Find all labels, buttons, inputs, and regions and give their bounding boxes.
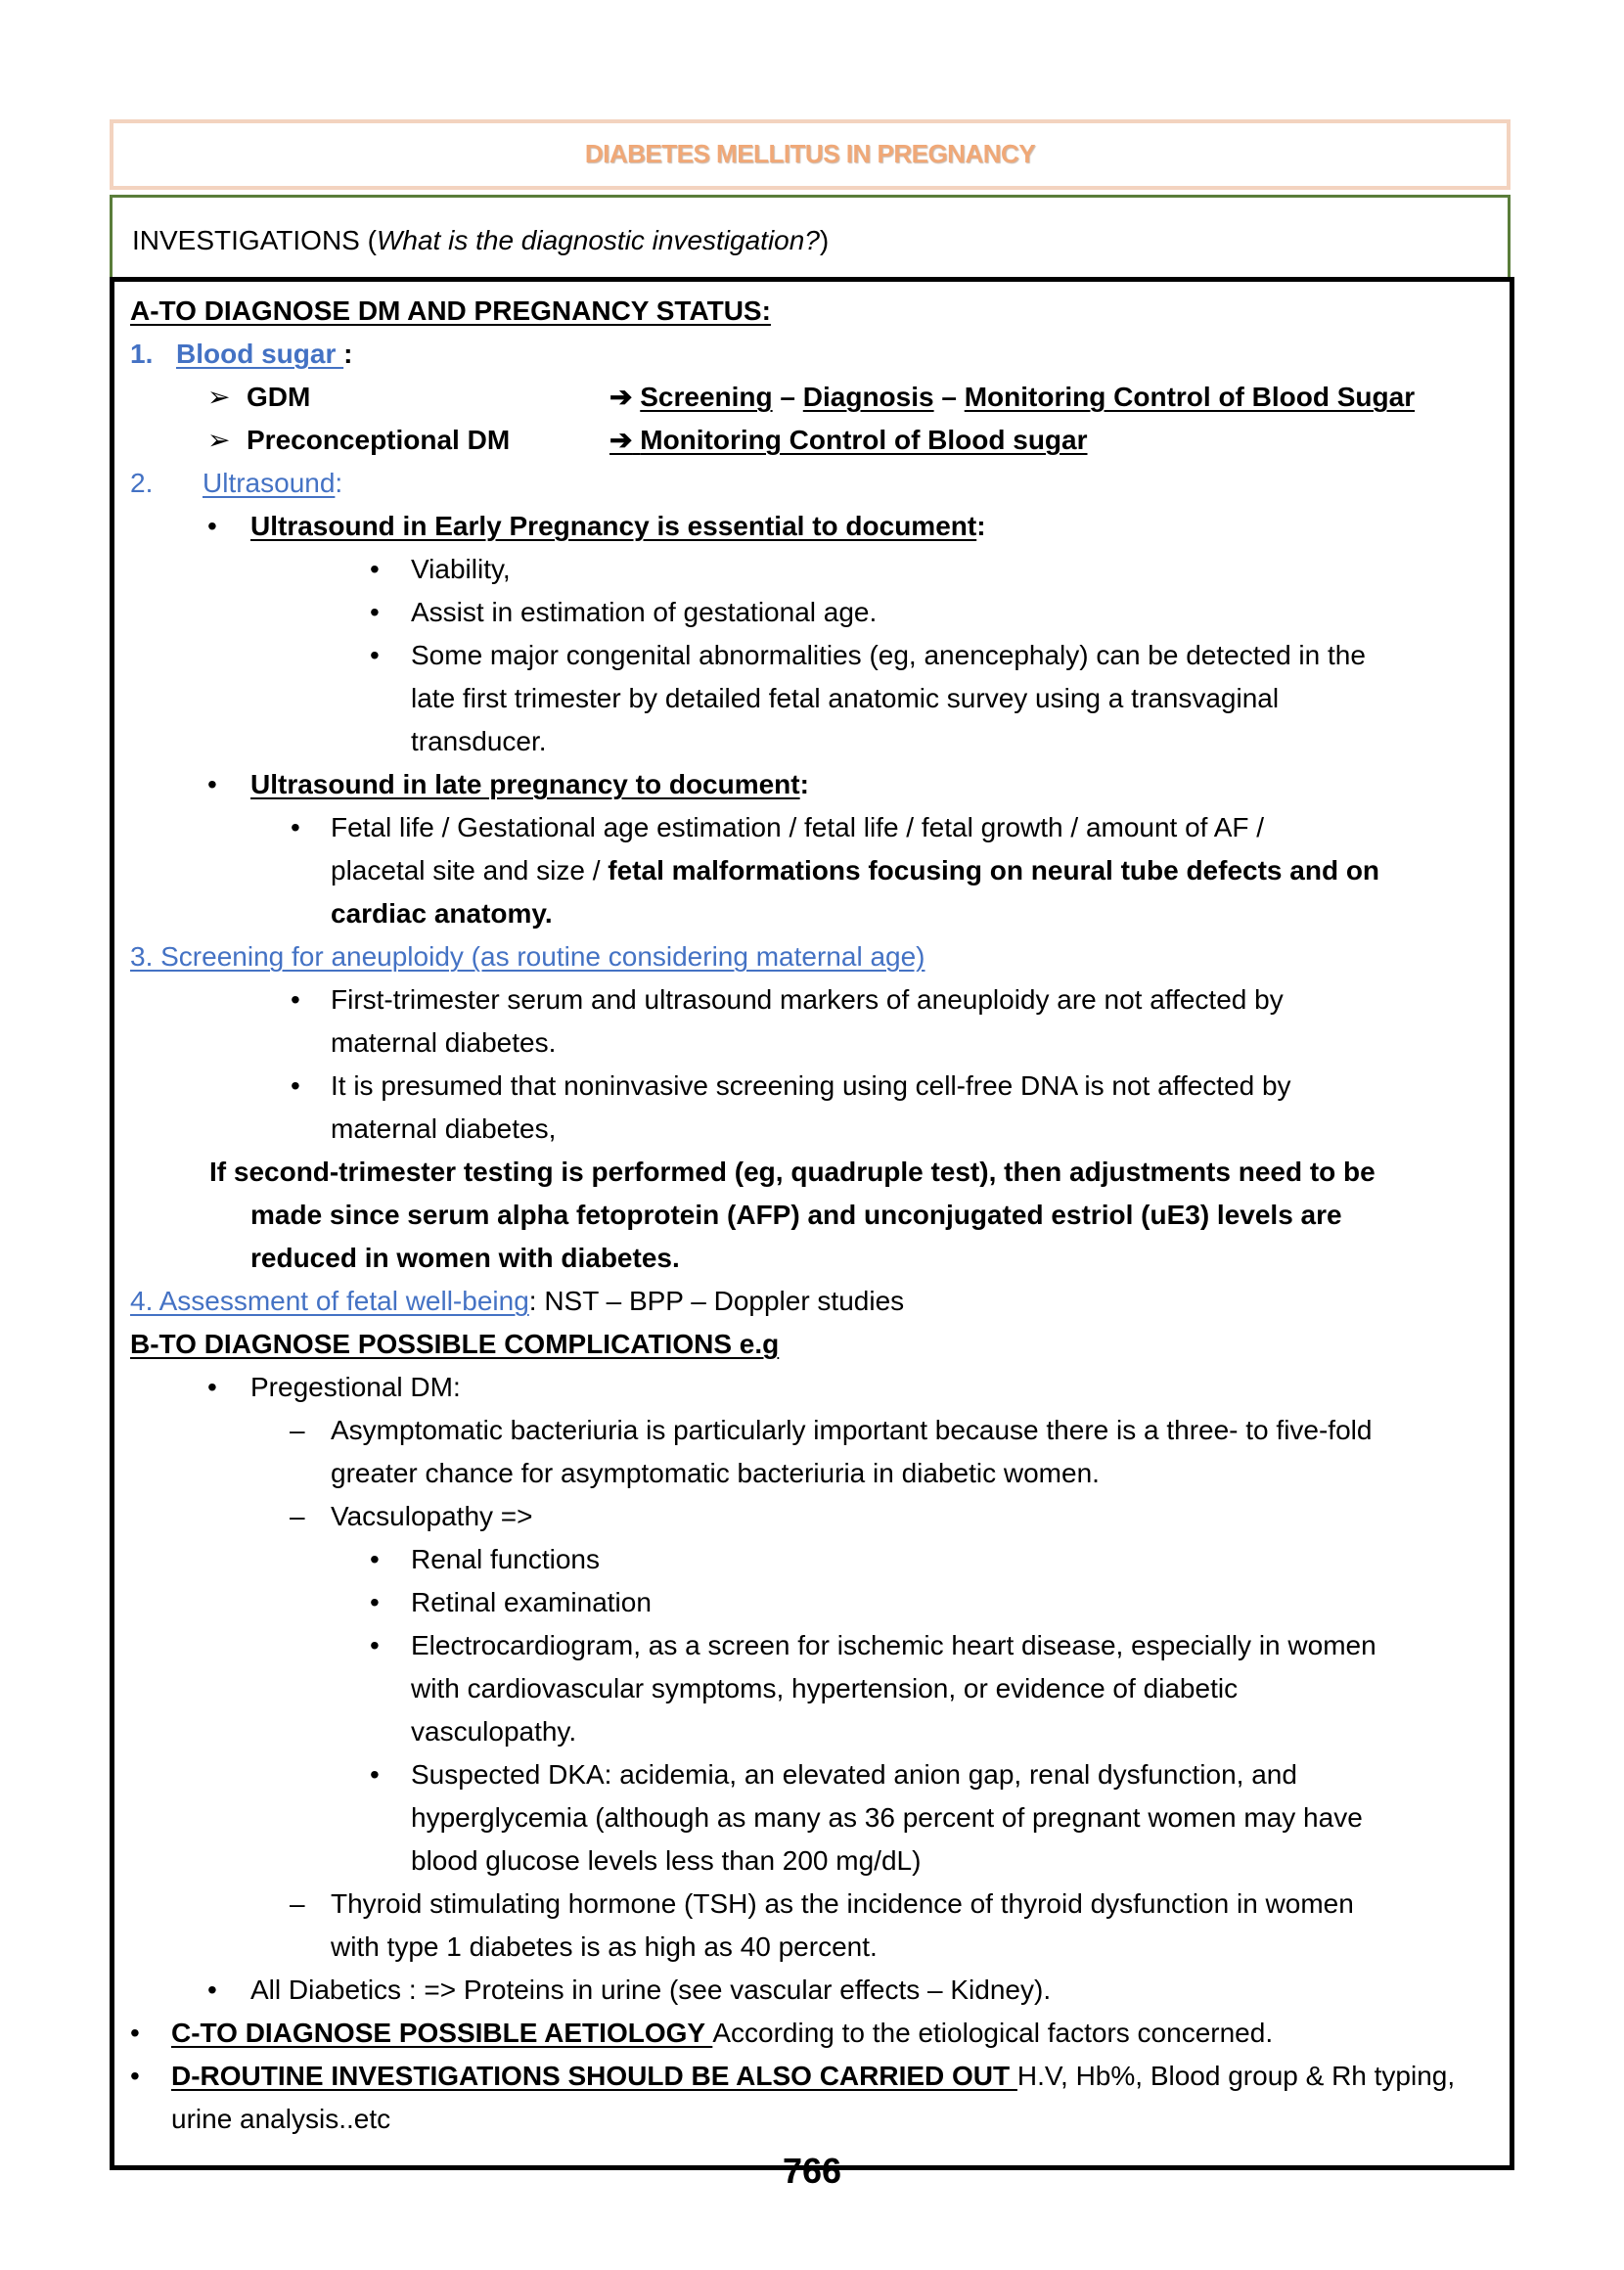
item1-suffix: : — [343, 339, 353, 369]
bullet-icon: • — [370, 1759, 380, 1790]
bullet-icon: • — [207, 1372, 217, 1402]
bullet-icon: • — [370, 1630, 380, 1660]
item2-heading — [203, 462, 342, 505]
bullet-icon: • — [207, 511, 217, 541]
bacteriuria-text-cont: greater chance for asymptomatic bacteriuria in diabetic women. — [331, 1458, 1100, 1488]
diagnosis-text: Diagnosis — [802, 382, 934, 412]
aneuploidy-point-cont: maternal diabetes. — [331, 1027, 557, 1058]
gdm-label: GDM — [247, 382, 311, 412]
gdm-row-actions — [609, 376, 1415, 419]
separator: – — [772, 382, 803, 412]
arrow-icon: ➔ — [609, 425, 633, 455]
item2-suffix: : — [335, 468, 343, 498]
section-c-heading: C-TO DIAGNOSE POSSIBLE AETIOLOGY — [171, 2018, 713, 2048]
early-point-cont: late first trimester by detailed fetal anatomic survey using a transvaginal — [411, 683, 1280, 713]
preconceptional-row-actions — [609, 419, 1088, 462]
bullet-icon: • — [291, 984, 300, 1015]
bullet-icon: • — [370, 1544, 380, 1574]
section-c-text: According to the etiological factors concerned. — [712, 2018, 1274, 2048]
vasc-point: Retinal examination — [411, 1587, 652, 1617]
aneuploidy-point: First-trimester serum and ultrasound markers of aneuploidy are not affected by — [331, 984, 1284, 1015]
separator: – — [933, 382, 965, 412]
pregestional-label: Pregestional DM: — [250, 1372, 461, 1402]
section-c-line — [171, 2012, 1273, 2055]
screening-text: Screening — [640, 382, 773, 412]
bullet-icon: • — [207, 1975, 217, 2005]
bullet-icon: • — [130, 2061, 140, 2091]
bullet-icon: • — [291, 812, 300, 842]
preconceptional-label: Preconceptional DM — [247, 425, 511, 455]
item4-text: : NST – BPP – Doppler studies — [528, 1286, 905, 1316]
late-point-cont: cardiac anatomy. — [331, 898, 553, 929]
bullet-icon: • — [370, 597, 380, 627]
late-point-bold: fetal malformations focusing on neural tube defects and on — [608, 855, 1380, 885]
item3-heading: 3. Screening for aneuploidy (as routine considering maternal age) — [130, 941, 925, 972]
early-us-heading-text: Ultrasound in Early Pregnancy is essential to document — [250, 511, 977, 541]
dash-icon: – — [290, 1501, 305, 1531]
item2-number: 2. — [130, 468, 154, 498]
late-point: Fetal life / Gestational age estimation / fetal life / fetal growth / amount of AF / — [331, 812, 1265, 842]
chevron-icon: ➢ — [207, 425, 231, 455]
section-d-heading: D-ROUTINE INVESTIGATIONS SHOULD BE ALSO CARRIED OUT — [171, 2061, 1017, 2091]
early-point-cont: transducer. — [411, 726, 547, 756]
question-label: INVESTIGATIONS — [132, 225, 360, 255]
section-d-line — [171, 2055, 1455, 2098]
vasc-point-cont: blood glucose levels less than 200 mg/dL) — [411, 1845, 922, 1876]
chevron-icon: ➢ — [207, 382, 231, 412]
vasc-point: Suspected DKA: acidemia, an elevated anion gap, renal dysfunction, and — [411, 1759, 1297, 1790]
second-trimester-note: If second-trimester testing is performed (eg, quadruple test), then adjustments need to be — [209, 1157, 1376, 1187]
monitoring-text: Monitoring Control of Blood sugar — [640, 425, 1088, 455]
all-diabetics-text: All Diabetics : => Proteins in urine (see vascular effects – Kidney). — [250, 1975, 1052, 2005]
item1-heading — [176, 333, 352, 376]
dash-icon: – — [290, 1415, 305, 1445]
item1-number: 1. — [130, 339, 154, 369]
page-title: DIABETES MELLITUS IN PREGNANCY — [584, 139, 1036, 168]
early-point: Some major congenital abnormalities (eg, anencephaly) can be detected in the — [411, 640, 1366, 670]
late-us-heading — [250, 763, 809, 806]
question-italic: What is the diagnostic investigation? — [376, 225, 820, 255]
arrow-icon: ➔ — [609, 382, 633, 412]
aneuploidy-point: It is presumed that noninvasive screening using cell-free DNA is not affected by — [331, 1070, 1291, 1101]
aneuploidy-point-cont: maternal diabetes, — [331, 1113, 557, 1144]
second-trimester-note-cont: reduced in women with diabetes. — [250, 1243, 680, 1273]
vasc-point-cont: with cardiovascular symptoms, hypertension, or evidence of diabetic — [411, 1673, 1239, 1703]
question-heading: INVESTIGATIONS (What is the diagnostic investigation?) — [132, 225, 830, 255]
second-trimester-note-cont: made since serum alpha fetoprotein (AFP) and unconjugated estriol (uE3) levels are — [250, 1200, 1342, 1230]
late-suffix: : — [799, 769, 809, 799]
vasc-point: Electrocardiogram, as a screen for ischemic heart disease, especially in women — [411, 1630, 1376, 1660]
early-point: Assist in estimation of gestational age. — [411, 597, 878, 627]
bullet-icon: • — [370, 640, 380, 670]
monitoring-text: Monitoring Control of Blood Sugar — [964, 382, 1416, 412]
question-box — [110, 195, 1511, 280]
vasc-point-cont: vasculopathy. — [411, 1716, 577, 1747]
early-us-heading — [250, 505, 986, 548]
bullet-icon: • — [291, 1070, 300, 1101]
vasculopathy-label: Vacsulopathy => — [331, 1501, 533, 1531]
tsh-text: Thyroid stimulating hormone (TSH) as the incidence of thyroid dysfunction in women — [331, 1888, 1354, 1919]
early-suffix: : — [976, 511, 986, 541]
bullet-icon: • — [207, 769, 217, 799]
blood-sugar-label: Blood sugar — [176, 339, 344, 369]
late-point-plain: placetal site and size / — [331, 855, 609, 885]
section-a-heading: A-TO DIAGNOSE DM AND PREGNANCY STATUS: — [130, 295, 771, 326]
ultrasound-label: Ultrasound — [203, 468, 336, 498]
section-d-text: H.V, Hb%, Blood group & Rh typing, — [1016, 2061, 1456, 2091]
late-us-heading-text: Ultrasound in late pregnancy to document — [250, 769, 800, 799]
title-box — [110, 119, 1511, 190]
item4-line — [130, 1280, 904, 1323]
late-point-cont — [331, 849, 1379, 892]
bullet-icon: • — [370, 554, 380, 584]
section-d-text-cont: urine analysis..etc — [171, 2104, 391, 2134]
page-number: 766 — [782, 2151, 842, 2191]
vasc-point: Renal functions — [411, 1544, 601, 1574]
item4-heading: 4. Assessment of fetal well-being — [130, 1286, 529, 1316]
bacteriuria-text: Asymptomatic bacteriuria is particularly important because there is a three- to five-fold — [331, 1415, 1373, 1445]
early-point: Viability, — [411, 554, 511, 584]
tsh-text-cont: with type 1 diabetes is as high as 40 percent. — [331, 1931, 878, 1962]
bullet-icon: • — [370, 1587, 380, 1617]
bullet-icon: • — [130, 2018, 140, 2048]
vasc-point-cont: hyperglycemia (although as many as 36 percent of pregnant women may have — [411, 1802, 1363, 1833]
dash-icon: – — [290, 1888, 305, 1919]
section-b-heading: B-TO DIAGNOSE POSSIBLE COMPLICATIONS e.g — [130, 1329, 780, 1359]
